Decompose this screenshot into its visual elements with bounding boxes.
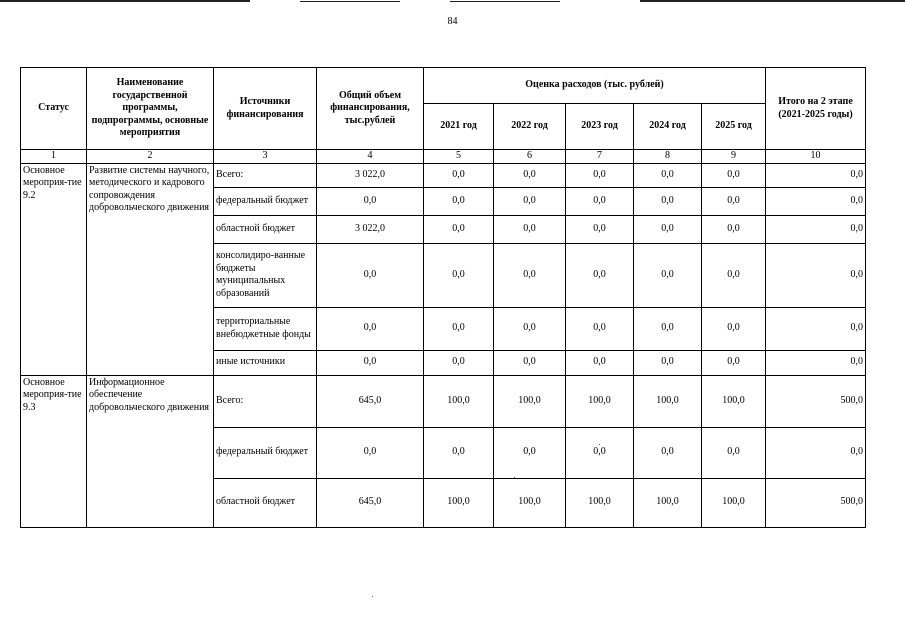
year-2021-cell: 0,0 [424,427,494,478]
stage-total-cell: 0,0 [766,243,866,307]
page-number: 84 [447,16,458,27]
year-2021-cell: 0,0 [424,350,494,375]
year-2021-cell: 0,0 [424,215,494,243]
year-2021-cell: 0,0 [424,307,494,350]
year-2025-cell: 0,0 [702,350,766,375]
source-cell: Всего: [214,163,317,187]
header-total-volume: Общий объем финансирования, тыс.рублей [317,68,424,150]
scan-speck [372,596,373,597]
stage-total-cell: 0,0 [766,427,866,478]
column-number: 5 [424,150,494,164]
table-row [21,375,866,427]
year-2022-cell: 100,0 [494,478,566,527]
header-expenses-estimate: Оценка расходов (тыс. рублей) [424,68,766,104]
total-cell: 0,0 [317,307,424,350]
year-2024-cell: 0,0 [634,187,702,215]
stage-total-cell: 500,0 [766,375,866,427]
total-cell: 0,0 [317,187,424,215]
source-cell: территориальные внебюджетные фонды [214,307,317,350]
year-2023-cell: 0,0 [566,307,634,350]
year-2021-cell: 100,0 [424,375,494,427]
year-2023-cell: 0,0 [566,187,634,215]
year-2023-cell: 100,0 [566,375,634,427]
header-name: Наименование государственной программы, подпрограммы, основные мероприятия [87,68,214,150]
year-2023-cell: 0,0 [566,163,634,187]
year-2025-cell: 0,0 [702,243,766,307]
source-cell: федеральный бюджет [214,187,317,215]
year-2022-cell: 0,0 [494,163,566,187]
program-name-cell: Информационное обеспечение добровольческого движения [87,375,214,527]
program-name-cell: Развитие системы научного, методического и кадрового сопровождения добровольческого движения [87,163,214,375]
year-2024-cell: 0,0 [634,427,702,478]
column-number: 8 [634,150,702,164]
column-number: 1 [21,150,87,164]
source-cell: областной бюджет [214,215,317,243]
column-number: 6 [494,150,566,164]
year-2025-cell: 0,0 [702,187,766,215]
year-2023-cell: 100,0 [566,478,634,527]
stage-total-cell: 0,0 [766,307,866,350]
stage-total-cell: 0,0 [766,215,866,243]
total-cell: 3 022,0 [317,163,424,187]
total-cell: 645,0 [317,375,424,427]
source-cell: областной бюджет [214,478,317,527]
year-2024-cell: 100,0 [634,375,702,427]
stage-total-cell: 0,0 [766,187,866,215]
column-number: 9 [702,150,766,164]
total-cell: 645,0 [317,478,424,527]
stage-total-cell: 0,0 [766,163,866,187]
header-year: 2023 год [566,104,634,150]
column-number: 7 [566,150,634,164]
year-2023-cell: 0,0 [566,350,634,375]
year-2022-cell: 0,0 [494,215,566,243]
header-status: Статус [21,68,87,150]
year-2024-cell: 100,0 [634,478,702,527]
year-2023-cell: 0,0 [566,427,634,478]
header-sources: Источники финансирования [214,68,317,150]
header-year: 2025 год [702,104,766,150]
year-2025-cell: 0,0 [702,427,766,478]
year-2024-cell: 0,0 [634,307,702,350]
column-number-row [21,150,866,164]
stage-total-cell: 500,0 [766,478,866,527]
header-year: 2022 год [494,104,566,150]
scan-edge-line [640,0,905,2]
source-cell: Всего: [214,375,317,427]
year-2021-cell: 0,0 [424,187,494,215]
year-2025-cell: 0,0 [702,215,766,243]
year-2021-cell: 100,0 [424,478,494,527]
source-cell: иные источники [214,350,317,375]
year-2024-cell: 0,0 [634,215,702,243]
year-2025-cell: 100,0 [702,478,766,527]
header-stage-total: Итого на 2 этапе (2021-2025 годы) [766,68,866,150]
column-number: 10 [766,150,866,164]
year-2025-cell: 100,0 [702,375,766,427]
year-2024-cell: 0,0 [634,163,702,187]
header-year: 2021 год [424,104,494,150]
source-cell: консолидиро-ванные бюджеты муниципальных образований [214,243,317,307]
total-cell: 3 022,0 [317,215,424,243]
scan-edge-line [450,1,560,2]
column-number: 3 [214,150,317,164]
column-number: 4 [317,150,424,164]
year-2022-cell: 0,0 [494,187,566,215]
year-2025-cell: 0,0 [702,307,766,350]
year-2022-cell: 0,0 [494,427,566,478]
table-row [21,163,866,187]
source-cell: федеральный бюджет [214,427,317,478]
year-2025-cell: 0,0 [702,163,766,187]
scan-edge-line [0,0,250,2]
year-2024-cell: 0,0 [634,350,702,375]
scan-edge-line [300,1,400,2]
scan-speck [599,444,600,445]
stage-total-cell: 0,0 [766,350,866,375]
status-cell: Основное мероприя-тие 9.3 [21,375,87,527]
year-2022-cell: 100,0 [494,375,566,427]
scan-speck [514,477,515,478]
year-2023-cell: 0,0 [566,215,634,243]
total-cell: 0,0 [317,243,424,307]
year-2021-cell: 0,0 [424,163,494,187]
year-2022-cell: 0,0 [494,307,566,350]
column-number: 2 [87,150,214,164]
header-year: 2024 год [634,104,702,150]
financing-table [20,67,866,528]
total-cell: 0,0 [317,350,424,375]
year-2023-cell: 0,0 [566,243,634,307]
year-2022-cell: 0,0 [494,243,566,307]
status-cell: Основное мероприя-тие 9.2 [21,163,87,375]
year-2021-cell: 0,0 [424,243,494,307]
year-2024-cell: 0,0 [634,243,702,307]
total-cell: 0,0 [317,427,424,478]
year-2022-cell: 0,0 [494,350,566,375]
